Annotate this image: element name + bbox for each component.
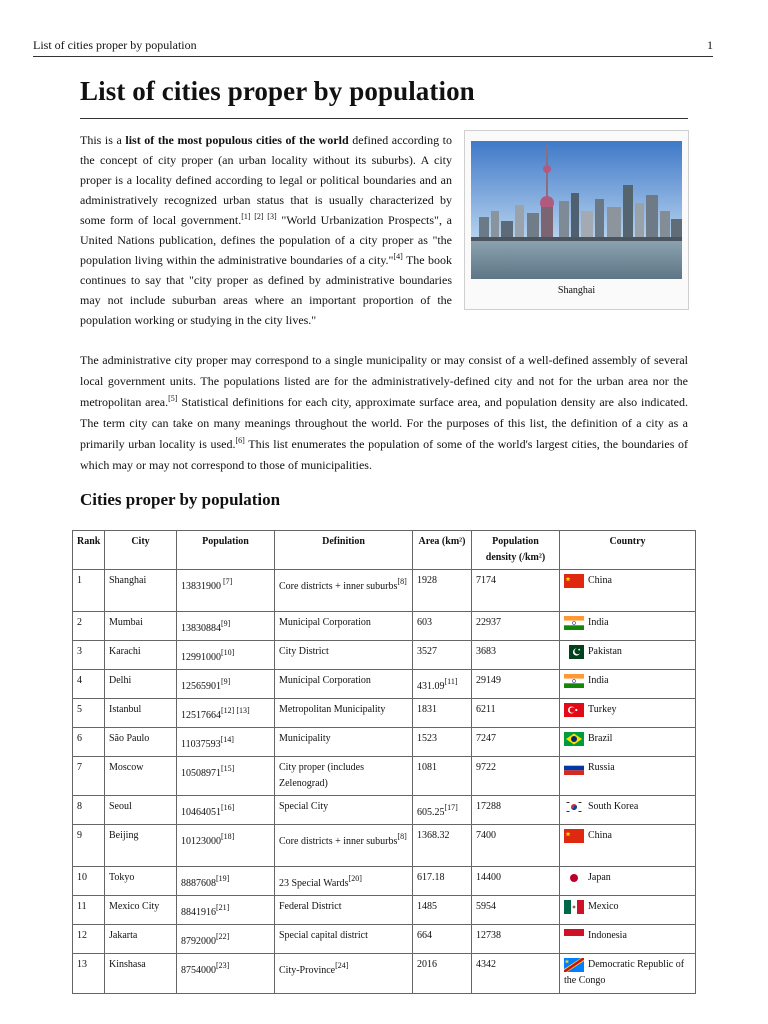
shanghai-skyline-image: [471, 141, 682, 279]
cell-area: [413, 699, 472, 728]
population-value: 12991000: [181, 652, 221, 663]
country-link[interactable]: Japan: [588, 872, 611, 883]
cell-definition: [275, 612, 413, 641]
cell-definition: [275, 757, 413, 796]
area-value: 431.09: [417, 681, 445, 692]
citation-link[interactable]: [4]: [393, 252, 403, 261]
cell-density: 7174: [472, 570, 560, 612]
flag-brazil-icon: [564, 732, 584, 746]
running-title: List of cities proper by population: [33, 38, 197, 52]
population-value: 8792000: [181, 936, 216, 947]
cell-population: [177, 570, 275, 612]
cell-area: [413, 612, 472, 641]
cell-country: [560, 867, 696, 896]
population-value: 8887608: [181, 878, 216, 889]
cell-area: [413, 954, 472, 994]
col-header-country: Country: [560, 531, 696, 570]
table-row: [73, 896, 696, 925]
country-link[interactable]: Brazil: [588, 733, 613, 744]
cell-area: [413, 896, 472, 925]
area-value: 1523: [417, 733, 437, 744]
cell-population: [177, 757, 275, 796]
table-row: [73, 699, 696, 728]
cell-population: [177, 728, 275, 757]
cell-country: [560, 728, 696, 757]
flag-china-icon: [564, 829, 584, 843]
cell-density: 12738: [472, 925, 560, 954]
cell-density: 5954: [472, 896, 560, 925]
cell-country: [560, 925, 696, 954]
cell-definition: [275, 954, 413, 994]
cell-city[interactable]: Mumbai: [105, 612, 177, 641]
col-header-rank: Rank: [73, 531, 105, 570]
cell-city[interactable]: Mexico City: [105, 896, 177, 925]
cell-country: [560, 757, 696, 796]
citation-link[interactable]: [16]: [221, 803, 235, 812]
citation-link[interactable]: [23]: [216, 961, 230, 970]
title-rule: [80, 118, 688, 119]
cell-density: 9722: [472, 757, 560, 796]
cell-city[interactable]: Shanghai: [105, 570, 177, 612]
cell-population: [177, 896, 275, 925]
definition-value: Core districts + inner suburbs: [279, 836, 398, 847]
cell-country: [560, 825, 696, 867]
citation-link[interactable]: [6]: [235, 436, 245, 445]
area-value: 1081: [417, 762, 437, 773]
flag-pakistan-icon: [564, 645, 584, 659]
citation-link[interactable]: [18]: [221, 832, 235, 841]
area-value: 603: [417, 617, 432, 628]
flag-mexico-icon: [564, 900, 584, 914]
country-link[interactable]: China: [588, 575, 612, 586]
table-row: [73, 641, 696, 670]
cell-city[interactable]: Delhi: [105, 670, 177, 699]
population-value: 11037593: [181, 739, 221, 750]
definition-value: Special City: [279, 801, 329, 812]
table-row: [73, 570, 696, 612]
cell-definition: [275, 825, 413, 867]
cell-population: [177, 699, 275, 728]
cell-population: [177, 612, 275, 641]
definition-value: City-Province: [279, 965, 336, 976]
cell-population: [177, 825, 275, 867]
cell-area: [413, 757, 472, 796]
definition-value: City proper (includes Zelenograd): [279, 762, 364, 789]
country-link[interactable]: South Korea: [588, 801, 639, 812]
citation-link[interactable]: [22]: [216, 932, 230, 941]
definition-value: 23 Special Wards: [279, 878, 349, 889]
cell-country: [560, 612, 696, 641]
intro-paragraph: This is a list of the most populous cities of the world defined according to the concept of city proper (an urban locality without its suburbs). A city proper is a locality defined according to legal or political boundaries and an administratively recognized urban status that is usually characterized by some form of local government.[1] [2] [3] "World Urbanization Prospects", a United Nations publication, defines the population of a city proper as "the population living within the administrative boundaries of a city."[4] The book continues to say that "city proper as defined by administrative boundaries may not include suburban areas where an important proportion of the population working or studying in the city lives.": [80, 133, 453, 327]
cell-country: [560, 641, 696, 670]
citation-link[interactable]: [10]: [221, 648, 235, 657]
table-row: [73, 867, 696, 896]
col-header-density: Population density (/km²): [472, 531, 560, 570]
country-link[interactable]: Russia: [588, 762, 615, 773]
citation-link[interactable]: [8]: [397, 577, 407, 586]
cell-density: 14400: [472, 867, 560, 896]
flag-indonesia-icon: [564, 929, 584, 943]
cell-city[interactable]: Moscow: [105, 757, 177, 796]
cell-rank: 5: [73, 699, 105, 728]
definition-value: Municipality: [279, 733, 331, 744]
country-link[interactable]: India: [588, 617, 609, 628]
cell-rank: 10: [73, 867, 105, 896]
country-link[interactable]: India: [588, 675, 609, 686]
table-body: [73, 570, 696, 994]
citation-link[interactable]: [15]: [221, 764, 235, 773]
population-value: 10123000: [181, 836, 221, 847]
table-row: [73, 796, 696, 825]
country-link[interactable]: China: [588, 830, 612, 841]
cell-rank: 12: [73, 925, 105, 954]
flag-russia-icon: [564, 761, 584, 775]
col-header-definition: Definition: [275, 531, 413, 570]
cell-city[interactable]: Tokyo: [105, 867, 177, 896]
cell-density: 7400: [472, 825, 560, 867]
cell-country: [560, 896, 696, 925]
page-number: 1: [707, 38, 713, 52]
intro-bold-term: list of the most populous cities of the world: [125, 133, 349, 147]
country-link[interactable]: Mexico: [588, 901, 619, 912]
cities-table: [72, 530, 696, 994]
cell-definition: [275, 570, 413, 612]
cell-country: [560, 796, 696, 825]
cell-definition: [275, 699, 413, 728]
table-row: [73, 825, 696, 867]
cell-definition: [275, 728, 413, 757]
cell-density: 4342: [472, 954, 560, 994]
definition-value: Municipal Corporation: [279, 617, 371, 628]
cell-rank: 9: [73, 825, 105, 867]
citation-link[interactable]: [8]: [397, 832, 407, 841]
table-row: [73, 612, 696, 641]
cell-population: [177, 925, 275, 954]
citation-link[interactable]: [24]: [335, 961, 349, 970]
population-value: 8754000: [181, 965, 216, 976]
cell-city[interactable]: Kinshasa: [105, 954, 177, 994]
flag-southkorea-icon: [564, 800, 584, 814]
cell-city[interactable]: Seoul: [105, 796, 177, 825]
header-rule: [33, 56, 713, 57]
cell-rank: 6: [73, 728, 105, 757]
cell-population: [177, 796, 275, 825]
citation-link[interactable]: [11]: [444, 677, 458, 686]
cell-density: 6211: [472, 699, 560, 728]
cell-rank: 8: [73, 796, 105, 825]
cell-country: [560, 699, 696, 728]
cell-density: 17288: [472, 796, 560, 825]
cell-area: [413, 796, 472, 825]
running-header: [33, 38, 713, 54]
cell-country: [560, 954, 696, 994]
area-value: 1831: [417, 704, 437, 715]
population-value: 10508971: [181, 768, 221, 779]
definition-value: Core districts + inner suburbs: [279, 581, 398, 592]
citation-link[interactable]: [21]: [216, 903, 230, 912]
cell-city[interactable]: Jakarta: [105, 925, 177, 954]
citation-link[interactable]: [9]: [221, 619, 231, 628]
cell-area: [413, 825, 472, 867]
cell-density: 7247: [472, 728, 560, 757]
table-row: [73, 954, 696, 994]
population-value: 13830884: [181, 623, 221, 634]
citation-link[interactable]: [1] [2] [3]: [241, 212, 277, 221]
citation-link[interactable]: [20]: [348, 874, 362, 883]
cell-definition: [275, 796, 413, 825]
cell-rank: 2: [73, 612, 105, 641]
cell-city[interactable]: Istanbul: [105, 699, 177, 728]
page-title: List of cities proper by population: [80, 76, 475, 106]
area-value: 605.25: [417, 807, 445, 818]
cell-definition: [275, 641, 413, 670]
cell-area: [413, 670, 472, 699]
cell-area: [413, 925, 472, 954]
flag-drcongo-icon: [564, 958, 584, 972]
cell-city[interactable]: Karachi: [105, 641, 177, 670]
population-value: 12565901: [181, 681, 221, 692]
cell-country: [560, 670, 696, 699]
section-heading: Cities proper by population: [80, 490, 281, 509]
population-value: 12517664: [181, 710, 221, 721]
cell-definition: [275, 670, 413, 699]
citation-link[interactable]: [17]: [444, 803, 458, 812]
area-value: 3527: [417, 646, 437, 657]
citation-link[interactable]: [19]: [216, 874, 230, 883]
cell-density: 3683: [472, 641, 560, 670]
cell-population: [177, 670, 275, 699]
cell-area: [413, 867, 472, 896]
cell-rank: 7: [73, 757, 105, 796]
cell-area: [413, 728, 472, 757]
area-value: 1928: [417, 575, 437, 586]
definition-value: Special capital district: [279, 930, 368, 941]
population-value: 13831900: [181, 581, 221, 592]
cell-rank: 13: [73, 954, 105, 994]
cell-definition: [275, 896, 413, 925]
definition-value: Municipal Corporation: [279, 675, 371, 686]
cell-density: 22937: [472, 612, 560, 641]
citation-link[interactable]: [12] [13]: [221, 706, 250, 715]
area-value: 1368.32: [417, 830, 450, 841]
citation-link[interactable]: [5]: [168, 394, 178, 403]
country-link[interactable]: Indonesia: [588, 930, 627, 941]
country-link[interactable]: Democratic Republic of the Congo: [564, 959, 685, 987]
cell-definition: [275, 867, 413, 896]
figure-caption: Shanghai: [557, 285, 596, 296]
shanghai-figure: [464, 130, 689, 310]
col-header-city: City: [105, 531, 177, 570]
cell-country: [560, 570, 696, 612]
population-value: 8841916: [181, 907, 216, 918]
citation-link[interactable]: [9]: [221, 677, 231, 686]
col-header-area: Area (km²): [413, 531, 472, 570]
cell-city[interactable]: São Paulo: [105, 728, 177, 757]
cell-rank: 4: [73, 670, 105, 699]
body-paragraph: The administrative city proper may correspond to a single municipality or may consist of a well-defined assembly of several local government units. The populations listed are for the administratively-defined city and not for the urban area nor the metropolitan area.[5] Statistical definitions for each city, approximate surface area, and population density are also indicated. The term city can take on many meanings throughout the world. For the purposes of this list, the definition of a city as a primarily urban locality is used.[6] This list enumerates the population of some of the world's largest cities, the boundaries of which may or may not correspond to those of municipalities.: [80, 353, 688, 472]
cell-population: [177, 641, 275, 670]
table-row: [73, 728, 696, 757]
area-value: 617.18: [417, 872, 445, 883]
flag-india-icon: [564, 616, 584, 630]
cell-area: [413, 570, 472, 612]
cell-city[interactable]: Beijing: [105, 825, 177, 867]
citation-link[interactable]: [14]: [220, 735, 234, 744]
definition-value: Federal District: [279, 901, 342, 912]
cell-density: 29149: [472, 670, 560, 699]
col-header-population: Population: [177, 531, 275, 570]
flag-china-icon: [564, 574, 584, 588]
cell-area: [413, 641, 472, 670]
flag-turkey-icon: [564, 703, 584, 717]
table-row: [73, 670, 696, 699]
cell-rank: 1: [73, 570, 105, 612]
country-link[interactable]: Pakistan: [588, 646, 622, 657]
definition-value: City District: [279, 646, 329, 657]
flag-japan-icon: [564, 871, 584, 885]
citation-link[interactable]: [7]: [221, 577, 233, 586]
country-link[interactable]: Turkey: [588, 704, 617, 715]
flag-india-icon: [564, 674, 584, 688]
definition-value: Metropolitan Municipality: [279, 704, 386, 715]
cell-population: [177, 954, 275, 994]
area-value: 664: [417, 930, 432, 941]
cell-rank: 3: [73, 641, 105, 670]
cell-rank: 11: [73, 896, 105, 925]
area-value: 2016: [417, 959, 437, 970]
area-value: 1485: [417, 901, 437, 912]
table-row: [73, 757, 696, 796]
cell-definition: [275, 925, 413, 954]
cell-population: [177, 867, 275, 896]
table-header-row: [73, 531, 696, 570]
population-value: 10464051: [181, 807, 221, 818]
table-row: [73, 925, 696, 954]
